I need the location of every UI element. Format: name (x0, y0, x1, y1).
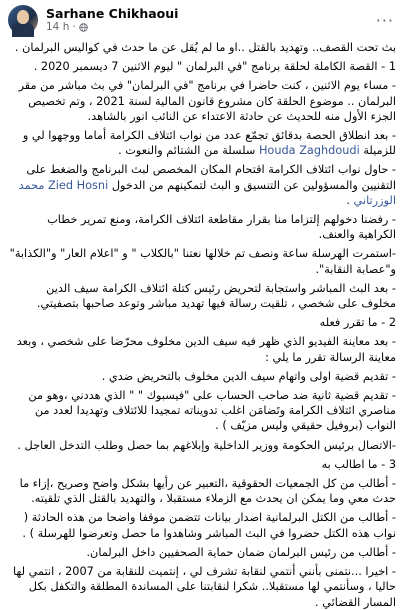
post-header (0, 0, 406, 40)
post-paragraph (8, 78, 396, 124)
post-paragraph (8, 457, 396, 472)
paragraph-text: - أطالب من الكتل البرلمانية اصدار بيانات تتضمن موقفا واضحا من هذه الحادثة ( نواب هذه الكتل حضروا في البث المباشر وشاهدوا ما حصل وتعرضوا للهرسلة ) . (22, 511, 396, 540)
author-name[interactable]: Sarhane Chikhaoui (46, 5, 179, 21)
paragraph-text-after: . (346, 193, 354, 207)
paragraph-text: - تقديم قضية ثانية ضد صاحب الحساب على "فيسبوك " " الذي هددني ،وهو من مناصري ائتلاف الكرامة وتَضامَن اغلب تدويناته تمجيدا للائتلاف وتهديدا لعدد من النواب (بروفيل حقيقي وليس مزيّف ) . (28, 389, 396, 433)
paragraph-text: - بعد معاينة الفيديو الذي ظهر فيه سيف الدين مخلوف محرّضا على شخصي ، وبعد معاينة الرسالة تقرر ما يلي : (16, 335, 396, 364)
paragraph-text: 2 - ما تقرر فعله (319, 316, 396, 330)
paragraph-text: - رفضنا دخولهم إلتزاما منا بقرار مقاطعة ائتلاف الكرامة، ومنع تمرير خطاب الكراهية والعنف. (47, 213, 396, 242)
paragraph-text: 3 - ما اطالب به (321, 457, 396, 471)
paragraph-text: - أطالب من رئيس البرلمان ضمان حماية الصحفيين داخل البرلمان. (86, 545, 396, 559)
post-paragraph (8, 40, 396, 55)
meta-separator: · (72, 21, 76, 34)
post-paragraph (8, 388, 396, 434)
paragraph-text: -الاتصال برئيس الحكومة ووزير الداخلية وإبلاغهم بما حصل وطلب التدخل العاجل . (17, 438, 396, 452)
mention-link[interactable]: Zied Hosni (48, 178, 109, 192)
post-paragraph (8, 334, 396, 364)
paragraph-text: 1 - القصة الكاملة لحلقة برنامج "في البرلمان " ليوم الاثنين 7 ديسمبر 2020 . (33, 60, 396, 74)
post-paragraph (8, 438, 396, 453)
paragraph-text: - مساء يوم الاثنين ، كنت حاضرا في برنامج "في البرلمان" في بث مباشر من مقر البرلمان .. موضوع الحلقة كان مشروع قانون المالية لسنة 2021 ، وتم تخصيص الجزء الأول منه للحديث عن حادثة الاعتداء عن النائب انور بالشاهد. (18, 79, 396, 123)
post-paragraph (8, 162, 396, 208)
post-paragraph (8, 564, 396, 610)
post-paragraph (8, 369, 396, 384)
post-paragraph (8, 315, 396, 330)
post-paragraph (8, 128, 396, 158)
post-paragraph (8, 281, 396, 311)
author-block (46, 7, 178, 33)
post-paragraph (8, 510, 396, 540)
mention-link[interactable]: Houda Zaghdoudi (258, 144, 360, 158)
mention-link[interactable]: محمد الوزرتاني (18, 178, 396, 207)
globe-icon[interactable] (79, 23, 88, 32)
avatar[interactable] (8, 5, 38, 35)
paragraph-text: - بعد انطلاق الحصة بدقائق تجمّع عدد من نواب ائتلاف الكرامة أماما ووجهوا لي و للزميلة (22, 129, 396, 158)
paragraph-text: - تقديم قضية اولى واتهام سيف الدين مخلوف بالتحريض ضدي . (101, 369, 396, 383)
paragraph-text: - حاول نواب ائتلاف الكرامة اقتحام المكان المخصص لبث البرنامج والضغط على التقنيين والمسؤولين عن التنسيق و البث لتمكينهم من الدخول (26, 163, 396, 192)
post-time[interactable]: 14 h (46, 21, 70, 34)
paragraph-text: -استمرت الهرسلة ساعة ونصف تم خلالها نعتنا "بالكلاب " و "اعلام العار" و"الكذابة" و"عصابة النقابة". (9, 247, 396, 276)
post-meta (46, 21, 178, 33)
post-paragraph (8, 545, 396, 560)
paragraph-text-after: سلسلة من الشتائم والنعوت . (118, 144, 259, 158)
post-body (0, 40, 406, 610)
post-paragraph (8, 59, 396, 74)
paragraph-text: بث تحت القصف.. وتهديد بالقتل ..او ما لم يُقل عن ما حدث في كواليس البرلمان . (14, 41, 396, 54)
more-options-button[interactable]: ··· (375, 10, 394, 30)
paragraph-text: - اخيرا ...نتمنى بأنني أنتمي لنقابة تشرف لي ، إنتميت للنقابة من 2007 ، انتمي لها حاليا ، وسأنتمي لها مستقبلا.. شكرا لنقابتنا على المساندة المطلقة والتكفل بكل المسار القضائي . (12, 565, 396, 609)
post-paragraph (8, 212, 396, 242)
post-paragraph (8, 476, 396, 506)
paragraph-text: - أطالب من كل الجمعيات الحقوقية ،التعبير عن رأيها بشكل واضح وصريح ،إزاء ما حدث معي وما يمكن ان يحدث مع الزملاء مستقبلا ، والتهديد بالقتل الذي تلقيته. (19, 477, 396, 506)
post-paragraph (8, 246, 396, 276)
paragraph-text: - بعد البث المباشر واستجابة لتحريض رئيس كتلة ائتلاف الكرامة سيف الدين مخلوف على شخصي ، تلقيت رسالة فيها تهديد مباشر وتوعد صاحبها بتصفيتي. (36, 281, 396, 311)
